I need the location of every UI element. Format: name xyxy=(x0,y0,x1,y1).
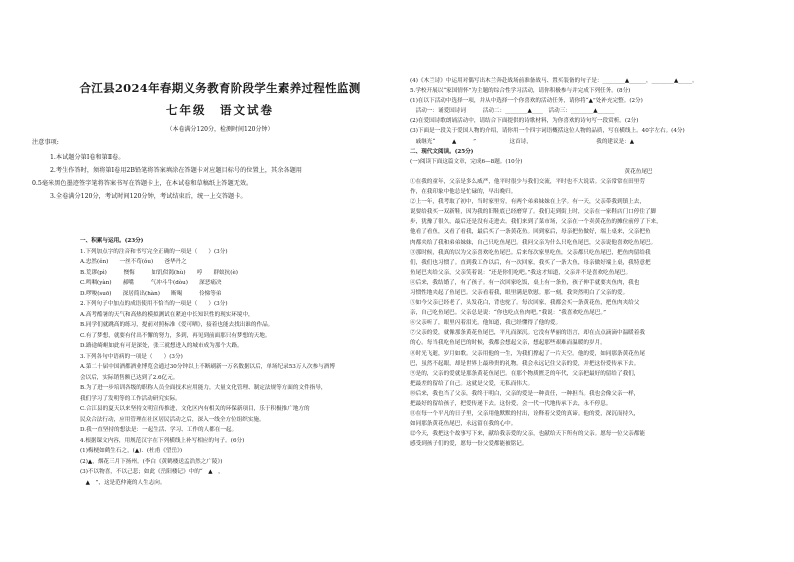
text-line: 把最差的留给了自己。这就是父爱，无私而伟大。 xyxy=(410,380,534,387)
text-line: 1.下列加点字的注音和书写完全正确的一项是（ ）(3分) xyxy=(80,248,228,255)
text-line: 戚继光“ ▲ ” 这首诗， 我的建议是：▲ xyxy=(410,138,635,145)
right-column-body xyxy=(410,76,772,449)
text-line: 步，犹豫了很久，最后还是没有走进去。我们来到了菜市场，父亲在一个卖黄花鱼的摊位前停了下来， xyxy=(410,219,662,226)
text-line: ⑨是的，父亲的爱就是那条黄花鱼尾巴。在那个物质匮乏的年代，父亲把最好的留给了我们， xyxy=(410,370,640,377)
text-line: ⑥父亲听了，眼里闪着泪光，他知道，我已经懂得了他的爱。 xyxy=(410,320,562,327)
text-line: ⑦父亲的爱，就像那条黄花鱼尾巴，平凡而深沉。它没有华丽的语言，却在点点滴滴中温暖着我 xyxy=(410,330,645,337)
text-line: 一、积累与运用。(23分) xyxy=(80,238,144,244)
text-line: 二、现代文阅读。(25分) xyxy=(410,148,474,155)
text-line: C.有了梦想，就要有付出不懈的努力，多到，再见到前面那只有梦想的天地。 xyxy=(80,332,271,339)
text-line: 如同那条黄花鱼尾巴，永远留在我的心中。 xyxy=(410,421,517,428)
text-line: 4.根据课文内容，用规范汉字在下列横线上补写相应的句子。(6分) xyxy=(80,437,245,444)
text-line: D.啰唆(suō) 深居简出(hàn) 断喝 伶悌等弟 xyxy=(80,290,222,297)
notes-heading: 注意事项: xyxy=(32,139,59,146)
text-line: D.我一直坚持的想法是：一起生活、学习、工作的人都在一起。 xyxy=(80,427,238,433)
text-line: B.为了进一步培训各级的职称人员全面技术应用能力，大量文化管理、制定法规等方面的文件指导， xyxy=(80,385,327,391)
text-line: B.同学们就跳高的练习，提前对照标准《爱可晒》，接着也能去找出谁的作品。 xyxy=(80,322,274,328)
text-line: (3)不以物喜，不以己悲；如此《岳阳楼记》中的“ ▲ ， xyxy=(80,469,224,475)
notes-item: 0.5毫米黑色墨迹签字笔将答案书写在答题卡上，在本试卷和草稿纸上答题无效。 xyxy=(32,180,253,187)
text-line: 会以后，实际销售额已达到了2.6亿元。 xyxy=(80,374,179,381)
text-line: ⑤如今父亲已经老了，头发花白，背也驼了。每次回家，我都会买一条黄花鱼，把鱼肉夹给父 xyxy=(410,300,640,307)
text-line: 他看了看鱼，又看了看我，最后买了一条黄花鱼。回到家后，母亲把鱼做好，端上桌来，父亲把鱼 xyxy=(410,229,651,236)
exam-subtitle: 七年级 语文试卷 xyxy=(166,103,274,117)
text-line: ①在我的童年，父亲是多么威严，他平时很少与我们交流，平时也不大说话。父亲常常在田里劳 xyxy=(410,178,645,185)
text-line: (一)阅读下面这篇文章，完成6—8题。(10分) xyxy=(410,158,523,165)
text-line: (2)▲，烟花三月下扬州。(李白《黄鹤楼送孟浩然之广陵》) xyxy=(80,458,223,465)
text-line: ③那时候，我真的以为父亲喜欢吃鱼尾巴。后来每次家里吃鱼，父亲都只吃鱼尾巴，把鱼肉留给我 xyxy=(410,249,651,256)
text-line: ⑩后来，我也当了父亲，我终于明白，父亲的爱是一种责任，一种担当。我也会像父亲一样， xyxy=(410,390,640,397)
text-line: A.忠然(ěn) 一丝不苟(ǒu) 爸华丹之 xyxy=(80,259,187,265)
exam-title: 合江县2024年春期义务教育阶段学生素养过程性监测 xyxy=(79,81,361,95)
score-line: （本卷满分120分，检测时间120分钟） xyxy=(166,126,274,133)
left-column-body xyxy=(80,236,398,488)
text-line: ⑧时光飞逝，岁月如歌。父亲用他的一生，为我们撑起了一片天空。他的爱，如同那条黄花鱼尾 xyxy=(410,350,645,357)
text-line: 民众合法行动，应用管理在社区居民活动之后，深入一线全方位组织实施。 xyxy=(80,416,265,423)
text-line: 我们学习了发明等的工作活动研究实际。 xyxy=(80,395,181,402)
text-line: 活动一：诵爱国诗词 活动二：________▲____ 活动三：________▲______ xyxy=(410,108,615,115)
text-line: (1)在以下活动中选择一项，并从中选择一个你喜欢的活动任务，请你将“▲”处补充完整。(2分) xyxy=(410,98,643,105)
text-line: B.荒谬(pì) 懊悔 如饥似渴(hù) 哼 群蚁抗(è) xyxy=(80,269,238,276)
text-line: ②上一年，我考取了初中，当时家里穷，有两个弟弟妹妹在上学。有一天，父亲带我到镇上去， xyxy=(410,199,645,206)
text-line: (4)《木兰诗》中运用对偶写出木兰奔赴战场前准备战马、置买装备的句子是：________▲______，________▲_____。 xyxy=(410,78,698,84)
text-line: 把最好的留给孩子，把爱传递下去。这份爱，会一代一代地传承下去，永不停息。 xyxy=(410,401,612,407)
text-line: (2)在爱国诗歌朗诵活动中，请结合下面提供的诗歌材料，为你喜欢的诗句写一段赏析。(2分) xyxy=(410,118,639,125)
text-line: 巴，虽然不起眼，却是世界上最珍贵的礼物。我会永远记住父亲的爱，并把这份爱传承下去。 xyxy=(410,360,640,367)
text-line: (3)下面是一段关于爱国人物的介绍，请你用一个四字词语概括这位人物的品质，写在横线上。40字左右。(4分) xyxy=(410,128,685,135)
text-line: 作，在我印象中他总是忙碌的，早出晚归。 xyxy=(410,189,517,196)
notes-section xyxy=(32,136,402,203)
text-line: 说要给我买一双新鞋，因为我的旧鞋底已经磨穿了。我们走到街上时，父亲在一家鞋店门口停住了脚 xyxy=(410,209,657,216)
text-line: 的心。每当我吃鱼尾巴的时候，我都会想起父亲，想起那些艰难而温暖的岁月。 xyxy=(410,340,606,347)
text-line: 5.学校开展以“家国情怀”为主题的综合性学习活动，请你积极参与并完成下列任务。(8分) xyxy=(410,88,631,95)
text-line: C.合江县的夏天以来坚持文明宣传推进，文化区内有相关的环保新项目，乐于积极推广地方的 xyxy=(80,406,310,412)
text-line: A.第二十届中国酒都酒业博览会通过30分钟以上不断刷新一万名数据以后，单场纪录53万人次参与酒博 xyxy=(80,364,335,370)
text-line: 3.下列各句中语病的一项是（ ）(3分) xyxy=(80,353,183,360)
text-line: ⑪在每一个平凡的日子里，父亲用他默默的付出，诠释着父爱的真谛。他的爱，深沉而持久， xyxy=(410,411,640,418)
text-line: 2.下列句子中加点的成语使用不恰当的一项是（ ）(3分) xyxy=(80,301,228,307)
text-line: 黄花鱼尾巴 xyxy=(529,168,653,175)
text-line: 感受到孩子们的爱，愿每一份父爱都能被铭记。 xyxy=(410,441,528,448)
text-line: A.高考酷暑的天气和高热的模拟测试在紧迫中长知识性的现实环境中， xyxy=(80,311,254,318)
text-line: 习惯性地夹起了鱼尾巴。父亲看着我，眼里满是欣慰。那一刻，我突然明白了父亲的爱。 xyxy=(410,289,629,296)
notes-item: 2.考生作答时，须将第Ⅰ卷用2B铅笔将答案填涂在答题卡对应题目标号的位置上，其余各题用 xyxy=(50,167,302,174)
text-line: (1)梅梗如鹤生石之，(▲)．(杜甫《望岳》) xyxy=(80,448,183,454)
text-line: 鱼尾巴夹给父亲，父亲笑着说：“还是你们吃吧。”我这才知道，父亲并不是喜欢吃鱼尾巴。 xyxy=(410,269,632,276)
text-line: ▲ ”，这是范仲淹的人生志向。 xyxy=(80,479,166,486)
text-line: ⑫今天，我把这个故事写下来，献给我亲爱的父亲，也献给天下所有的父亲。愿每一位父亲都能 xyxy=(410,431,645,438)
notes-item: 3.全卷满分120分，考试时间120分钟，考试结束后，统一上交答题卡。 xyxy=(50,193,247,200)
notes-item: 1.本试题分第Ⅰ卷和第Ⅱ卷。 xyxy=(50,154,125,161)
text-line: D.路途崎岖如此有可是深处，张三就想进入的城市成为那个大路。 xyxy=(80,343,243,349)
text-line: 们，我们也习惯了。直到我工作以后，有一次回家，我买了一条大鱼，母亲做好端上桌，我特意把 xyxy=(410,259,651,266)
text-line: C.鸣咽(yàn) 郝嘴 气冲斗牛(dòu) 深恶痛决 xyxy=(80,280,222,286)
text-line: 亲，自己吃鱼尾巴。父亲总是说：“你也吃点鱼肉吧。”我说：“我喜欢吃鱼尾巴。” xyxy=(410,310,607,317)
text-line: ④后来，我结婚了，有了孩子。有一次回家吃饭，桌上有一条鱼，孩子伸手就要夹鱼肉，我也 xyxy=(410,279,640,286)
text-line: 肉都夹给了我和弟弟妹妹，自己只吃鱼尾巴。我问父亲为什么只吃鱼尾巴，父亲说他喜欢吃鱼尾巴。 xyxy=(410,239,657,246)
